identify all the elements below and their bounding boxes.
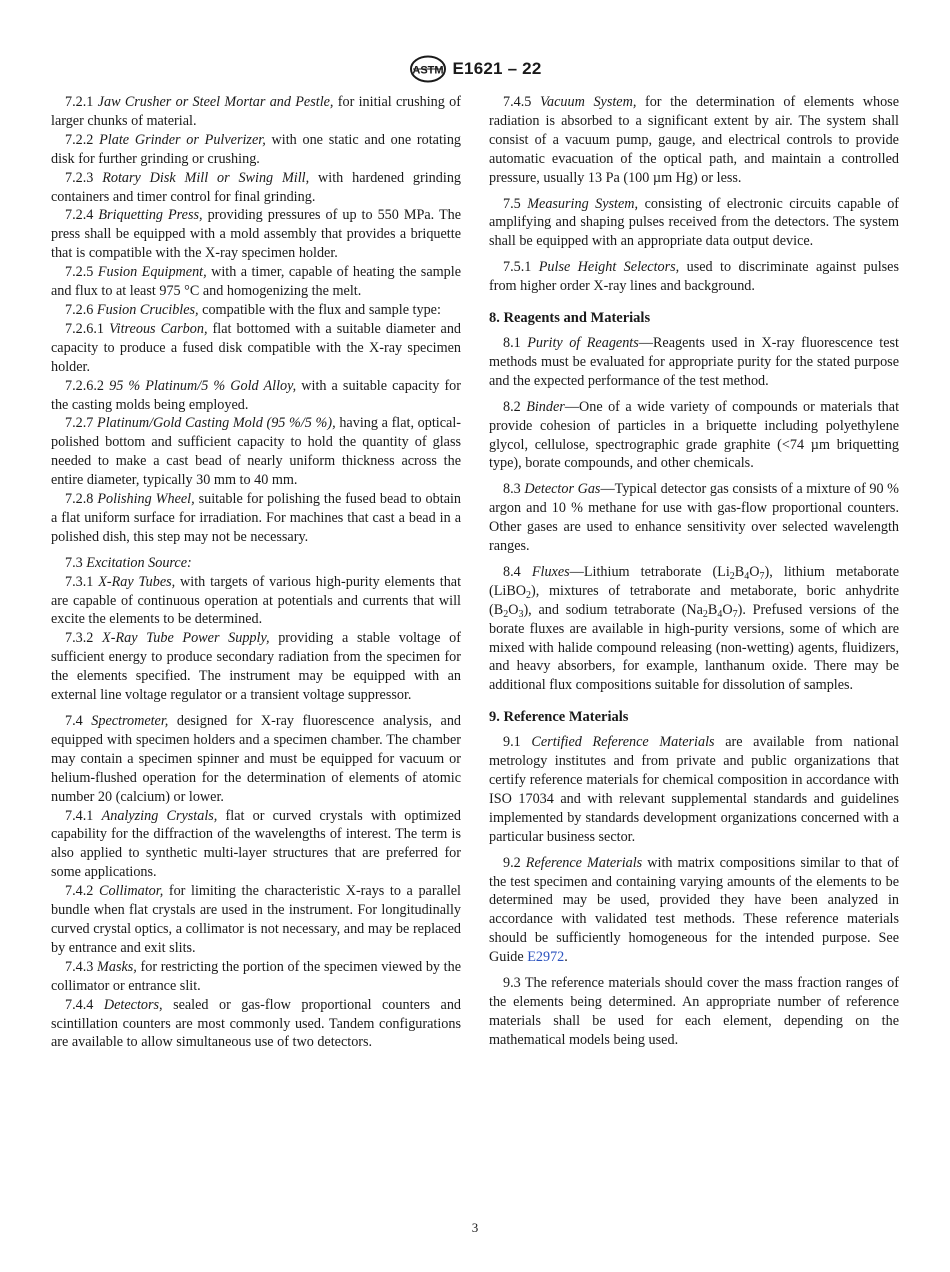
paragraph-7-5: 7.5 Measuring System, consisting of electronic circuits capable of amplifying and shaping pulses received from the detectors. The system shall be equipped with an appropriate data output device. (489, 195, 900, 250)
paragraph-7-4-5: 7.4.5 Vacuum System, for the determination of elements whose radiation is absorbed to a significant extent by air. The system shall consist of a vacuum pump, gauge, and electrical controls to provide automatic evacuation of the optical path, and maintain a controlled pressure, usually 13 Pa (100 µm Hg) or less. (489, 94, 899, 186)
paragraph-9-2: 9.2 Reference Materials with matrix compositions similar to that of the test specimen and containing varying amounts of the elements to be determined may be used, provided they have been analyzed in accordance with validated test methods. These reference materials should be sufficiently homogeneous for the intended purpose. See Guide E2972. (489, 854, 900, 966)
page-header (0, 54, 950, 84)
paragraph-7-4-3: 7.4.3 Masks, for restricting the portion of the specimen viewed by the collimator or entrance slit. (51, 958, 461, 994)
paragraph-9-3: 9.3 The reference materials should cover the mass fraction ranges of the elements being determined. An appropriate number of reference materials shall be used for each element, depending on the mathematical models being used. (489, 975, 899, 1048)
paragraph-7-2-8: 7.2.8 Polishing Wheel, suitable for polishing the fused bead to obtain a flat uniform surface for irradiation. For machines that cast a bead in a polished dish, this step may not be necessary. (51, 491, 462, 545)
svg-text:ASTM: ASTM (411, 64, 444, 77)
paragraph-7-4-1: 7.4.1 Analyzing Crystals, flat or curved crystals with optimized capability for the diffraction of the wavelengths of interest. The term is also applied to synthetic multi-layer structures that are preferred for some applications. (51, 807, 462, 881)
document-id: E1621 – 22 (452, 59, 542, 78)
paragraph-8-2: 8.2 Binder—One of a wide variety of compounds or materials that provide cohesion of particles in a briquette including polyethylene glycol, cellulose, spectrographic grade graphite (<74 µm briquetting type), borate compounds, and other chemicals. (489, 398, 900, 472)
paragraph-7-2-6-1: 7.2.6.1 Vitreous Carbon, flat bottomed with a suitable diameter and capacity to produce a fused disk compatible with the X-ray specimen holder. (51, 320, 462, 375)
paragraph-7-2-4: 7.2.4 Briquetting Press, providing pressures of up to 550 MPa. The press shall be equipped with a mold assembly that provides a briquette that is compatible with the X-ray specimen holder. (51, 207, 461, 262)
section-heading-8: 8. Reagents and Materials (489, 310, 651, 327)
right-column (489, 93, 899, 1050)
paragraph-7-2-7: 7.2.7 Platinum/Gold Casting Mold (95 %/5 %), having a flat, optical-polished bottom and sufficient capacity to hold the quantity of glass needed to make a cast bead of nearly uniform thickness across the entire diameter, typically 30 mm to 40 mm. (51, 415, 462, 489)
paragraph-7-3: 7.3 Excitation Source: (65, 554, 192, 571)
section-heading-9: 9. Reference Materials (489, 709, 629, 726)
paragraph-7-5-1: 7.5.1 Pulse Height Selectors, used to discriminate against pulses from higher order X-ray lines and background. (489, 259, 900, 295)
paragraph-7-2-6-2: 7.2.6.2 95 % Platinum/5 % Gold Alloy, with a suitable capacity for the casting molds being employed. (51, 377, 462, 413)
paragraph-7-2-5: 7.2.5 Fusion Equipment, with a timer, capable of heating the sample and flux to at least 975 °C and homogenizing the melt. (51, 264, 461, 300)
paragraph-8-4: 8.4 Fluxes—Lithium tetraborate $(Li_2B_4O_7)$, lithium metaborate (LiBO$_2$), mixtures of tetraborate and metaborate, boric anhydrite $(B_2O_3)$, and sodium tetraborate $(Na_2B_4O_7)$. Prefused versions of the borate fluxes are available in high-purity versions, some of which are mixed with halide compound releasing (non-wetting) agents, fluidizers, and heavy absorbers, for example, lanthanum oxide. There may be additional flux compositions suitable for dissolution of samples. (489, 563, 899, 694)
paragraph-7-4-4: 7.4.4 Detectors, sealed or gas-flow proportional counters and scintillation counters are most commonly used. Tandem configurations are available to allow simultaneous use of two detectors. (51, 996, 462, 1051)
paragraph-9-1: 9.1 Certified Reference Materials are available from national metrology institutes and from private and public organizations that certify reference materials for chemical composition in accordance with ISO 17034 and with relevant supplemental standards and guidelines implemented by standards development organizations concerned with a particular business sector. (489, 734, 899, 845)
left-column (51, 93, 461, 1052)
guide-e2972-link[interactable]: E2972 (527, 949, 565, 966)
astm-logo-icon (409, 55, 447, 83)
paragraph-7-2-6: 7.2.6 Fusion Crucibles, compatible with the flux and sample type: (65, 301, 441, 318)
paragraph-8-3: 8.3 Detector Gas—Typical detector gas consists of a mixture of 90 % argon and 10 % methane for use with gas-flow proportional counters. Other gases are used to enhance sensitivity over selected wavelength ranges. (489, 481, 899, 555)
paragraph-7-4: 7.4 Spectrometer, designed for X-ray fluorescence analysis, and equipped with specimen holders and a specimen chamber. The chamber may contain a specimen spinner and must be equipped for vacuum or helium-flushed operation for the determination of elements of atomic number 20 (calcium) or lower. (51, 713, 462, 805)
paragraph-7-2-3: 7.2.3 Rotary Disk Mill or Swing Mill, with hardened grinding containers and timer control for final grinding. (51, 169, 462, 205)
page-number: 3 (471, 1220, 479, 1235)
paragraph-7-2-1: 7.2.1 Jaw Crusher or Steel Mortar and Pestle, for initial crushing of larger chunks of material. (51, 94, 461, 129)
paragraph-8-1: 8.1 Purity of Reagents—Reagents used in X-ray fluorescence test methods must be evaluated for appropriate purity for the stated purpose and the expected performance of the test method. (489, 334, 899, 389)
paragraph-7-2-2: 7.2.2 Plate Grinder or Pulverizer, with one static and one rotating disk for further grinding or crushing. (51, 131, 462, 167)
paragraph-7-4-2: 7.4.2 Collimator, for limiting the characteristic X-rays to a parallel bundle when flat crystals are used in the instrument. For longitudinally curved crystal optics, a collimator is not necessary, and may be replaced by entrance and exit slits. (51, 883, 461, 956)
paragraph-7-3-1: 7.3.1 X-Ray Tubes, with targets of various high-purity elements that are capable of continuous operation at potentials and currents that will excite the elements to be determined. (51, 573, 462, 628)
paragraph-7-3-2: 7.3.2 X-Ray Tube Power Supply, providing a stable voltage of sufficient energy to produce secondary radiation from the specimen for the elements specified. The instrument may be equipped with an external line voltage regulator or a transient voltage suppressor. (51, 630, 461, 704)
